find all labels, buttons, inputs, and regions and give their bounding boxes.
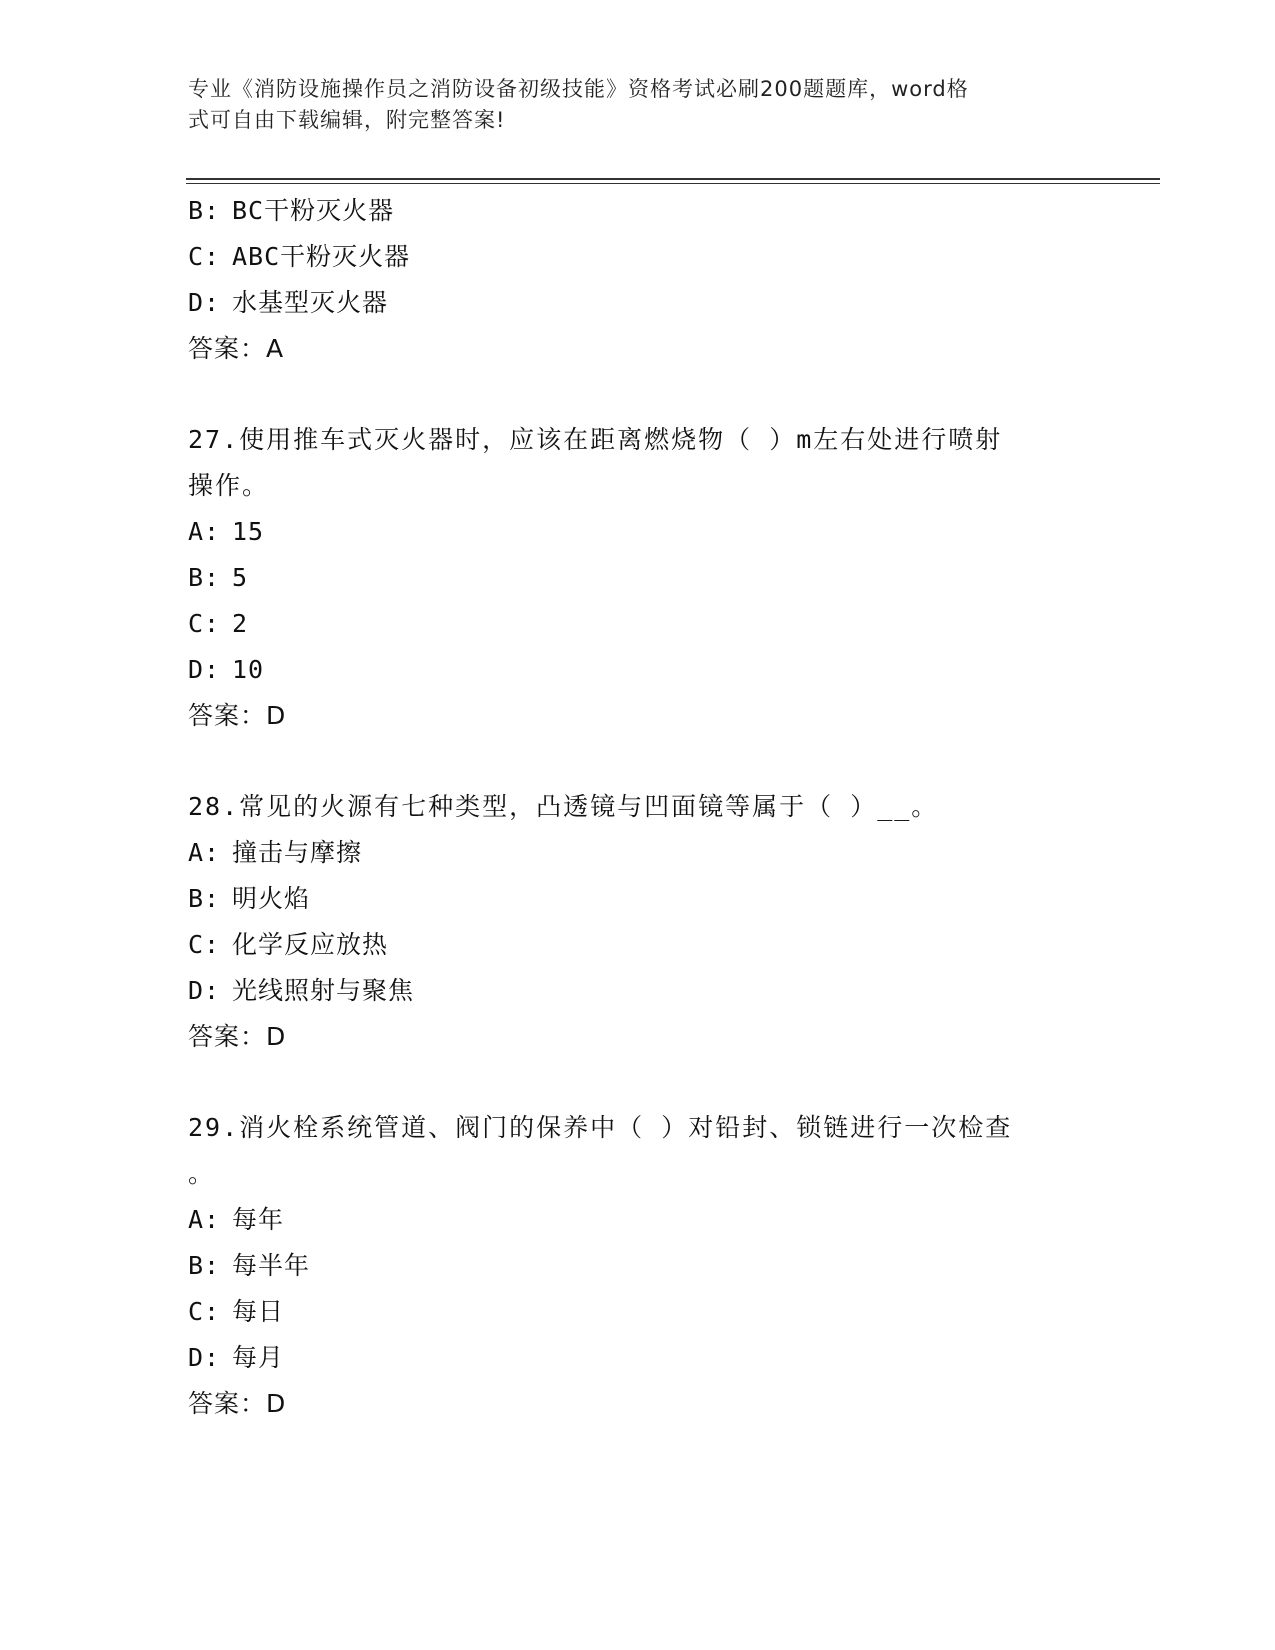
option-d: D: 水基型灭火器	[188, 288, 389, 317]
answer-line: 答案：D	[188, 1022, 287, 1051]
option-d: D: 光线照射与聚焦	[188, 976, 415, 1005]
answer-line: 答案：A	[188, 334, 285, 363]
option-c: C: 2	[188, 609, 249, 638]
option-d: D: 10	[188, 655, 265, 684]
question-text-line: 28.常见的火源有七种类型，凸透镜与凹面镜等属于（ ）__。	[188, 792, 939, 821]
header-title-line-1: 专业《消防设施操作员之消防设备初级技能》资格考试必刷200题题库，word格	[188, 77, 969, 101]
question-list	[188, 188, 1088, 1427]
question-text-line: 。	[188, 1159, 216, 1188]
question-28	[188, 784, 1088, 1060]
option-b: B: BC干粉灭火器	[188, 196, 395, 225]
prev-question-block	[188, 188, 1088, 372]
header-divider-thin	[186, 183, 1160, 184]
answer-line: 答案：D	[188, 701, 287, 730]
option-b: B: 5	[188, 563, 249, 592]
question-text-line: 29.消火栓系统管道、阀门的保养中（ ）对铅封、锁链进行一次检查	[188, 1113, 1013, 1142]
page-header	[188, 74, 1068, 136]
question-text-line: 操作。	[188, 471, 270, 500]
option-c: C: ABC干粉灭火器	[188, 242, 411, 271]
option-c: C: 化学反应放热	[188, 930, 389, 959]
option-a: A: 每年	[188, 1205, 285, 1234]
option-c: C: 每日	[188, 1297, 285, 1326]
option-d: D: 每月	[188, 1343, 285, 1372]
header-title-line-2: 式可自由下载编辑，附完整答案!	[188, 108, 506, 132]
option-b: B: 明火焰	[188, 884, 311, 913]
question-27	[188, 417, 1088, 739]
question-text-line: 27.使用推车式灭火器时，应该在距离燃烧物（ ）m左右处进行喷射	[188, 425, 1003, 454]
option-b: B: 每半年	[188, 1251, 311, 1280]
question-29	[188, 1105, 1088, 1427]
option-a: A: 15	[188, 517, 265, 546]
answer-line: 答案：D	[188, 1389, 287, 1418]
header-divider-thick	[186, 178, 1160, 180]
option-a: A: 撞击与摩擦	[188, 838, 363, 867]
